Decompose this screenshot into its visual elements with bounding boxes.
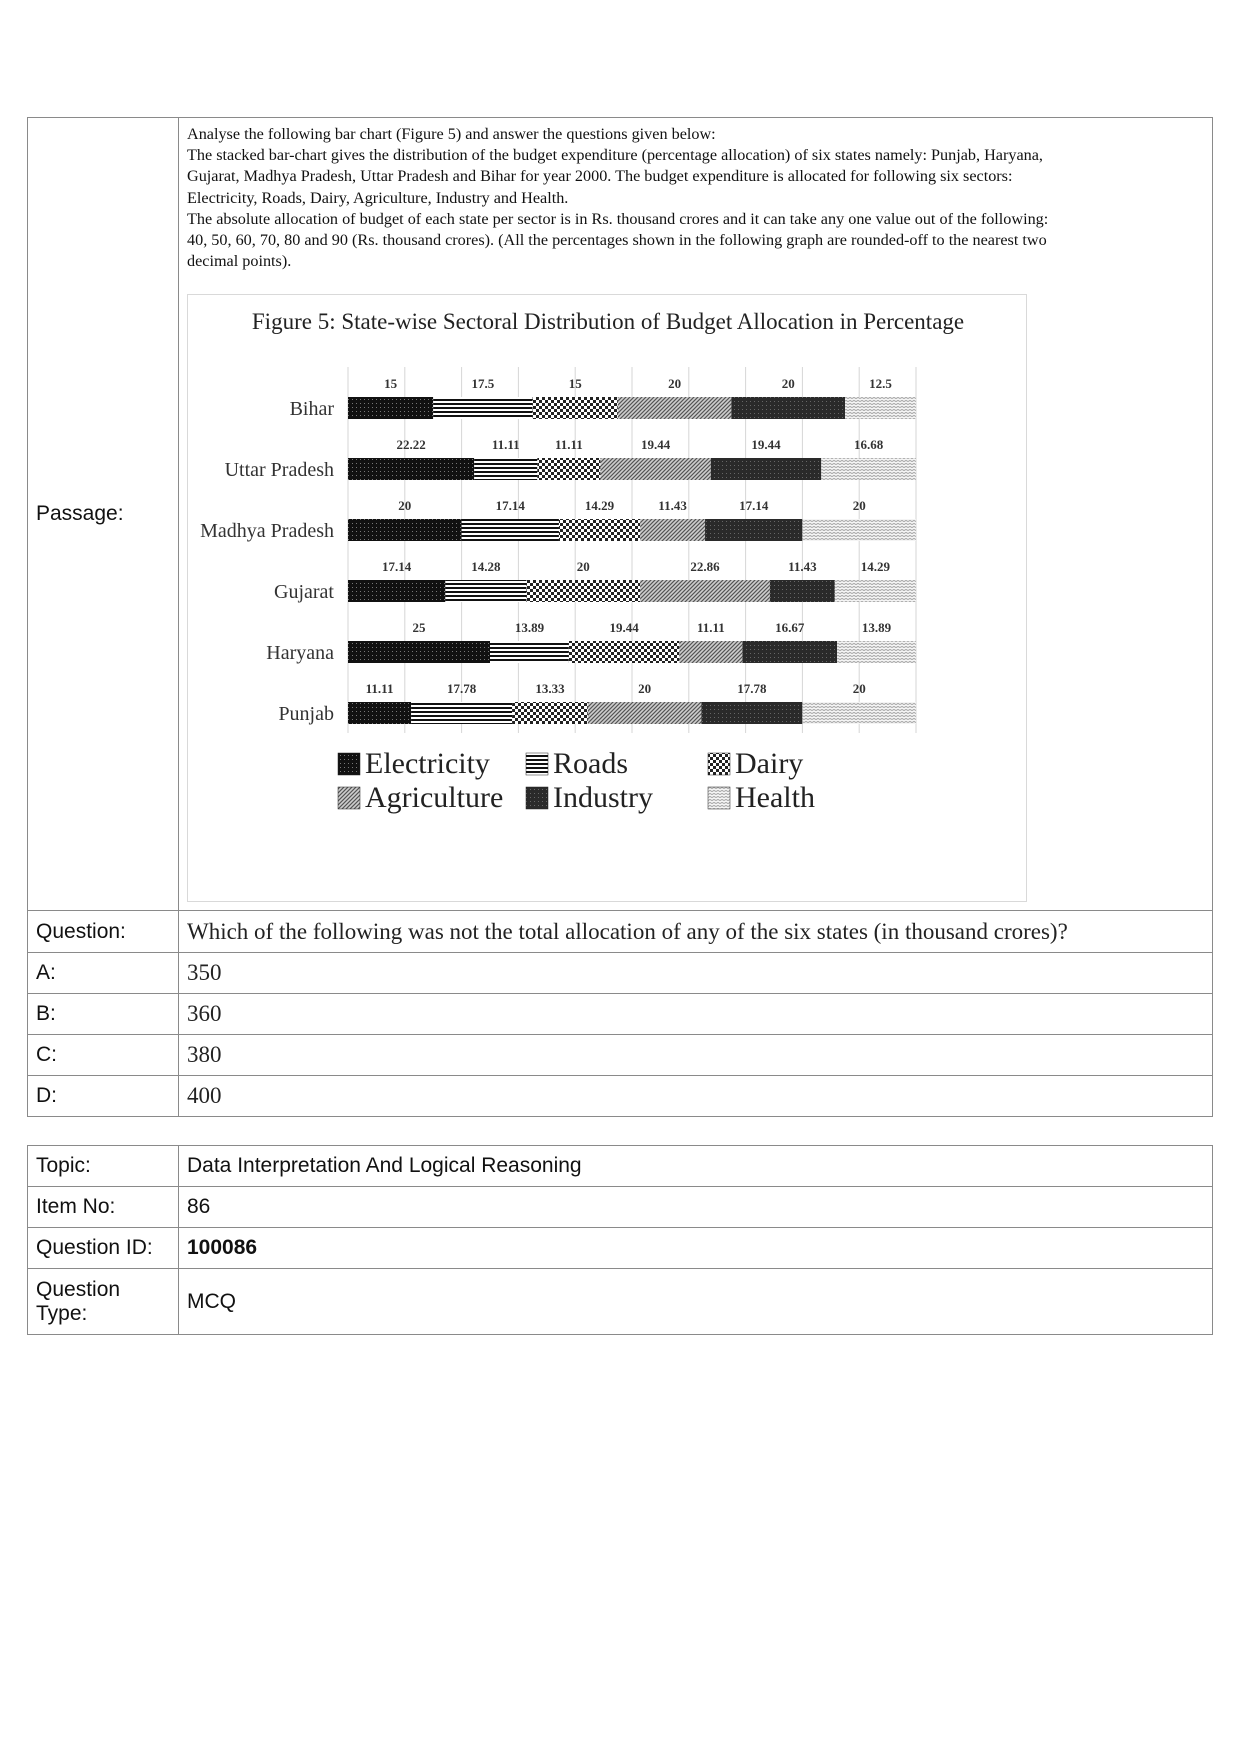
category-label-haryana: Haryana — [266, 642, 334, 665]
question-id-label: Question ID: — [28, 1228, 179, 1269]
bar-bihar-agriculture — [618, 397, 732, 419]
question-table — [27, 117, 1213, 1117]
option-a-label: A: — [28, 953, 179, 994]
option-row-d[interactable] — [28, 1076, 1213, 1117]
legend-label-health: Health — [735, 781, 815, 815]
value-label: 14.28 — [471, 559, 501, 575]
item-no-label: Item No: — [28, 1187, 179, 1228]
passage-line: 40, 50, 60, 70, 80 and 90 (Rs. thousand crores). (All the percentages shown in the following graph are rounded-off to the nearest two — [187, 231, 1047, 250]
bar-madhya-pradesh-health — [802, 519, 916, 541]
value-label: 17.78 — [446, 681, 477, 697]
legend-swatch-agriculture — [338, 787, 360, 809]
value-label: 13.89 — [514, 620, 545, 636]
bar-uttar-pradesh-agriculture — [600, 458, 710, 480]
legend-label-electricity: Electricity — [365, 747, 490, 781]
topic-label: Topic: — [28, 1146, 179, 1187]
legend-swatch-industry — [526, 787, 548, 809]
value-label: 25 — [412, 620, 426, 636]
value-label: 15 — [384, 376, 398, 392]
value-label: 22.86 — [690, 559, 720, 575]
bar-haryana-health — [837, 641, 916, 663]
legend-swatch-electricity — [338, 753, 360, 775]
bar-punjab-roads — [411, 702, 512, 724]
value-label: 19.44 — [751, 437, 781, 453]
bar-gujarat-electricity — [348, 580, 445, 602]
bar-punjab-agriculture — [588, 702, 702, 724]
value-label: 20 — [852, 498, 866, 514]
option-d-value[interactable]: 400 — [179, 1076, 1213, 1117]
question-type-label: Question Type: — [28, 1269, 179, 1335]
value-label: 19.44 — [641, 437, 671, 453]
question-row — [28, 911, 1213, 953]
value-label: 15 — [568, 376, 582, 392]
passage-label: Passage: — [28, 118, 179, 911]
bar-punjab-dairy — [512, 702, 588, 724]
passage-line: Electricity, Roads, Dairy, Agriculture, Industry and Health. — [187, 188, 569, 207]
question-type-value: MCQ — [179, 1269, 1213, 1335]
bar-punjab-electricity — [348, 702, 411, 724]
figure-5 — [187, 294, 1027, 902]
value-label: 11.11 — [554, 437, 583, 453]
option-row-c[interactable] — [28, 1035, 1213, 1076]
bar-uttar-pradesh-roads — [474, 458, 537, 480]
passage-line: The stacked bar-chart gives the distribution of the budget expenditure (percentage allocation) of six states namely: Punjab, Haryana, — [187, 146, 1043, 165]
value-label: 17.5 — [471, 376, 495, 392]
bar-madhya-pradesh-roads — [462, 519, 559, 541]
value-label: 13.89 — [861, 620, 892, 636]
bar-bihar-health — [845, 397, 916, 419]
value-label: 17.14 — [495, 498, 525, 514]
option-row-a[interactable] — [28, 953, 1213, 994]
value-label: 22.22 — [396, 437, 426, 453]
bar-madhya-pradesh-dairy — [559, 519, 640, 541]
value-label: 11.43 — [658, 498, 687, 514]
category-label-uttar-pradesh: Uttar Pradesh — [224, 459, 334, 482]
legend-label-agriculture: Agriculture — [365, 781, 504, 815]
option-d-label: D: — [28, 1076, 179, 1117]
question-id-row — [28, 1228, 1213, 1269]
category-label-madhya-pradesh: Madhya Pradesh — [200, 520, 334, 543]
value-label: 20 — [668, 376, 682, 392]
bar-madhya-pradesh-agriculture — [640, 519, 705, 541]
chart-title: Figure 5: State-wise Sectoral Distribution of Budget Allocation in Percentage — [251, 309, 965, 335]
value-label: 12.5 — [869, 376, 892, 392]
value-label: 11.11 — [491, 437, 520, 453]
bar-gujarat-agriculture — [640, 580, 770, 602]
bar-uttar-pradesh-industry — [711, 458, 821, 480]
value-label: 14.29 — [860, 559, 891, 575]
value-label: 13.33 — [535, 681, 565, 697]
bar-bihar-industry — [731, 397, 845, 419]
chart-gridlines — [348, 367, 916, 733]
option-c-value[interactable]: 380 — [179, 1035, 1213, 1076]
passage-text — [187, 124, 1204, 272]
bar-haryana-dairy — [569, 641, 679, 663]
legend-label-dairy: Dairy — [735, 747, 804, 781]
bar-bihar-dairy — [533, 397, 618, 419]
value-label: 11.11 — [365, 681, 394, 697]
legend-swatch-roads — [526, 753, 548, 775]
bar-gujarat-dairy — [526, 580, 640, 602]
topic-row — [28, 1146, 1213, 1187]
bar-haryana-electricity — [348, 641, 490, 663]
topic-value: Data Interpretation And Logical Reasoning — [179, 1146, 1213, 1187]
bar-uttar-pradesh-dairy — [537, 458, 600, 480]
bar-haryana-industry — [742, 641, 837, 663]
bar-punjab-industry — [701, 702, 802, 724]
bar-uttar-pradesh-health — [821, 458, 916, 480]
legend-swatch-dairy — [708, 753, 730, 775]
option-b-value[interactable]: 360 — [179, 994, 1213, 1035]
legend-label-roads: Roads — [553, 747, 628, 781]
passage-line: Gujarat, Madhya Pradesh, Uttar Pradesh and Bihar for year 2000. The budget expenditure is allocated for following six sectors: — [187, 167, 1013, 186]
bar-madhya-pradesh-electricity — [348, 519, 462, 541]
value-label: 14.29 — [584, 498, 615, 514]
question-type-row — [28, 1269, 1213, 1335]
value-label: 11.11 — [696, 620, 725, 636]
meta-table — [27, 1145, 1213, 1335]
value-label: 19.44 — [609, 620, 639, 636]
value-label: 17.78 — [737, 681, 767, 697]
question-id-value: 100086 — [179, 1228, 1213, 1269]
value-label: 20 — [576, 559, 590, 575]
item-no-value: 86 — [179, 1187, 1213, 1228]
passage-line: Analyse the following bar chart (Figure 5) and answer the questions given below: — [187, 125, 716, 143]
bar-bihar-electricity — [348, 397, 433, 419]
bar-uttar-pradesh-electricity — [348, 458, 474, 480]
item-no-row — [28, 1187, 1213, 1228]
passage-line: The absolute allocation of budget of each state per sector is in Rs. thousand crores and it can take any one value out of the following: — [187, 209, 1049, 228]
value-label: 16.68 — [854, 437, 884, 453]
bar-gujarat-industry — [770, 580, 835, 602]
chart-legend — [338, 747, 815, 814]
passage-cell — [179, 118, 1213, 911]
bar-gujarat-roads — [445, 580, 526, 602]
bar-bihar-roads — [433, 397, 532, 419]
category-label-bihar: Bihar — [289, 398, 334, 421]
question-label: Question: — [28, 911, 179, 953]
bar-haryana-roads — [490, 641, 569, 663]
option-a-value[interactable]: 350 — [179, 953, 1213, 994]
legend-swatch-health — [708, 787, 730, 809]
value-label: 20 — [638, 681, 652, 697]
value-label: 16.67 — [775, 620, 805, 636]
value-label: 20 — [781, 376, 795, 392]
value-label: 17.14 — [739, 498, 769, 514]
question-text: Which of the following was not the total allocation of any of the six states (in thousand crores)? — [179, 911, 1213, 953]
bar-madhya-pradesh-industry — [705, 519, 802, 541]
category-label-gujarat: Gujarat — [274, 581, 334, 604]
value-label: 17.14 — [382, 559, 412, 575]
bar-punjab-health — [802, 702, 916, 724]
legend-label-industry: Industry — [553, 781, 653, 815]
passage-row — [28, 118, 1213, 911]
bar-haryana-agriculture — [679, 641, 742, 663]
option-b-label: B: — [28, 994, 179, 1035]
value-label: 11.43 — [788, 559, 817, 575]
stacked-bar-chart — [188, 295, 1026, 901]
value-label: 20 — [852, 681, 866, 697]
option-row-b[interactable] — [28, 994, 1213, 1035]
option-c-label: C: — [28, 1035, 179, 1076]
bar-gujarat-health — [835, 580, 916, 602]
passage-line: decimal points). — [187, 252, 292, 271]
value-label: 20 — [398, 498, 412, 514]
category-label-punjab: Punjab — [278, 703, 334, 726]
chart-category-labels — [200, 398, 334, 725]
